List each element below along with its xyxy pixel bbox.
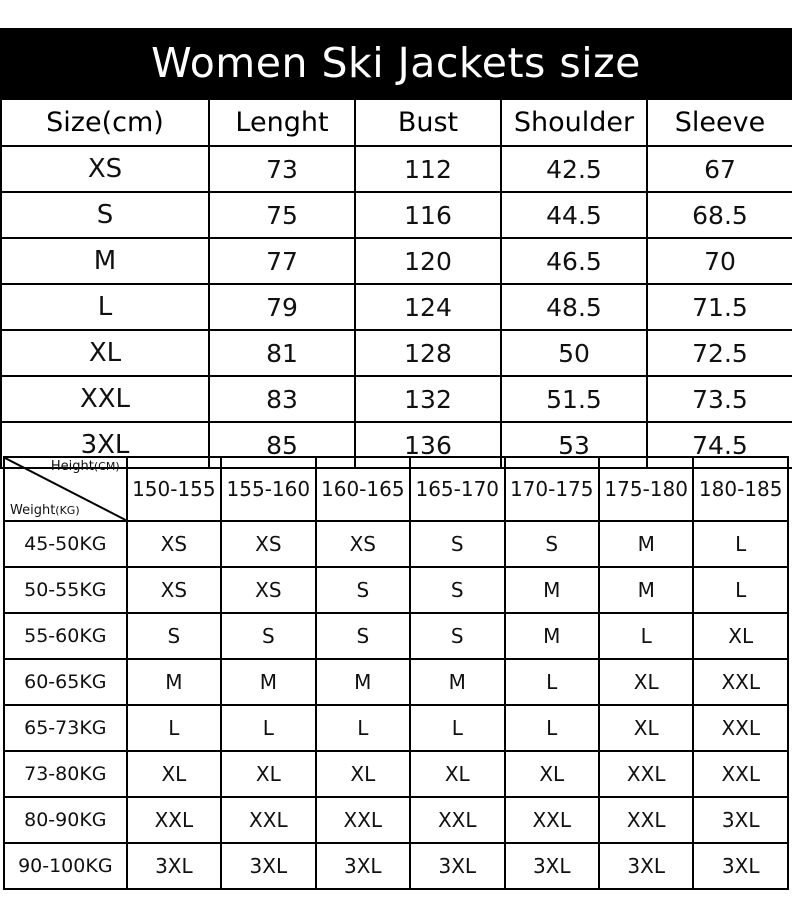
table-row <box>1 330 792 376</box>
fit-cell: 3XL <box>693 843 788 889</box>
fit-cell: XXL <box>599 797 693 843</box>
fit-cell: XXL <box>316 797 410 843</box>
fit-cell: M <box>127 659 221 705</box>
cell-sleeve: 73.5 <box>647 376 792 422</box>
fit-cell: XXL <box>221 797 315 843</box>
weight-range-label: 65-73KG <box>4 705 127 751</box>
table-row <box>4 659 788 705</box>
fit-cell: XL <box>599 705 693 751</box>
fit-cell: M <box>505 567 599 613</box>
fit-cell: M <box>599 567 693 613</box>
row-label-size: S <box>1 192 209 238</box>
table-row <box>1 192 792 238</box>
cell-bust: 128 <box>355 330 501 376</box>
weight-axis-label: Weight(KG) <box>10 503 80 519</box>
row-label-size: XXL <box>1 376 209 422</box>
table-row <box>1 376 792 422</box>
fit-cell: L <box>316 705 410 751</box>
table-row <box>4 797 788 843</box>
fit-cell: XL <box>221 751 315 797</box>
measurements-table-container <box>0 98 792 469</box>
fit-cell: XXL <box>693 751 788 797</box>
cell-length: 83 <box>209 376 355 422</box>
fit-cell: S <box>316 567 410 613</box>
fit-recommendation-table <box>3 456 789 890</box>
weight-range-label: 60-65KG <box>4 659 127 705</box>
fit-cell: M <box>599 521 693 567</box>
fit-cell: M <box>410 659 504 705</box>
title-banner <box>0 28 792 98</box>
cell-shoulder: 48.5 <box>501 284 647 330</box>
cell-bust: 112 <box>355 146 501 192</box>
fit-cell: M <box>221 659 315 705</box>
row-label-size: M <box>1 238 209 284</box>
fit-cell: M <box>505 613 599 659</box>
cell-sleeve: 68.5 <box>647 192 792 238</box>
fit-cell: XXL <box>127 797 221 843</box>
cell-length: 81 <box>209 330 355 376</box>
fit-cell: 3XL <box>127 843 221 889</box>
cell-shoulder: 53 <box>501 422 647 468</box>
fit-cell: XS <box>316 521 410 567</box>
cell-length: 75 <box>209 192 355 238</box>
table-row <box>1 146 792 192</box>
fit-cell: S <box>127 613 221 659</box>
cell-sleeve: 72.5 <box>647 330 792 376</box>
fit-cell: S <box>505 521 599 567</box>
fit-cell: XL <box>410 751 504 797</box>
fit-cell: L <box>221 705 315 751</box>
row-label-size: XS <box>1 146 209 192</box>
table-row <box>4 567 788 613</box>
cell-length: 79 <box>209 284 355 330</box>
cell-sleeve: 71.5 <box>647 284 792 330</box>
column-header-sleeve: Sleeve <box>647 99 792 146</box>
table-row <box>1 284 792 330</box>
table-row <box>4 521 788 567</box>
fit-cell: L <box>505 659 599 705</box>
fit-cell: 3XL <box>410 843 504 889</box>
column-header-length: Lenght <box>209 99 355 146</box>
weight-range-label: 45-50KG <box>4 521 127 567</box>
fit-cell: S <box>410 567 504 613</box>
fit-cell: L <box>693 567 788 613</box>
fit-cell: XS <box>221 567 315 613</box>
measurements-table <box>0 98 792 469</box>
fit-cell: XS <box>127 521 221 567</box>
cell-bust: 132 <box>355 376 501 422</box>
cell-sleeve: 70 <box>647 238 792 284</box>
fit-cell: L <box>127 705 221 751</box>
cell-shoulder: 51.5 <box>501 376 647 422</box>
fit-cell: XXL <box>505 797 599 843</box>
weight-range-label: 50-55KG <box>4 567 127 613</box>
row-label-size: 3XL <box>1 422 209 468</box>
height-range-header: 170-175 <box>505 457 599 521</box>
fit-cell: S <box>316 613 410 659</box>
cell-length: 73 <box>209 146 355 192</box>
fit-cell: XL <box>599 659 693 705</box>
fit-cell: 3XL <box>693 797 788 843</box>
weight-range-label: 55-60KG <box>4 613 127 659</box>
table-row <box>4 613 788 659</box>
fit-cell: S <box>221 613 315 659</box>
cell-shoulder: 42.5 <box>501 146 647 192</box>
cell-shoulder: 50 <box>501 330 647 376</box>
column-header-bust: Bust <box>355 99 501 146</box>
cell-length: 85 <box>209 422 355 468</box>
weight-range-label: 80-90KG <box>4 797 127 843</box>
fit-cell: L <box>410 705 504 751</box>
fit-cell: 3XL <box>221 843 315 889</box>
fit-cell: 3XL <box>316 843 410 889</box>
fit-cell: M <box>316 659 410 705</box>
fit-cell: XXL <box>410 797 504 843</box>
height-range-header: 150-155 <box>127 457 221 521</box>
page-title: Women Ski Jackets size <box>151 38 641 87</box>
height-range-header: 160-165 <box>316 457 410 521</box>
fit-header-row <box>4 457 788 521</box>
column-header-shoulder: Shoulder <box>501 99 647 146</box>
cell-bust: 124 <box>355 284 501 330</box>
fit-recommendation-table-container <box>3 456 789 890</box>
fit-cell: L <box>693 521 788 567</box>
fit-cell: S <box>410 613 504 659</box>
table-row <box>4 751 788 797</box>
height-range-header: 155-160 <box>221 457 315 521</box>
weight-range-label: 73-80KG <box>4 751 127 797</box>
table-row <box>4 705 788 751</box>
cell-shoulder: 46.5 <box>501 238 647 284</box>
cell-bust: 116 <box>355 192 501 238</box>
height-range-header: 165-170 <box>410 457 504 521</box>
row-label-size: XL <box>1 330 209 376</box>
fit-cell: XL <box>127 751 221 797</box>
fit-cell: 3XL <box>599 843 693 889</box>
cell-bust: 136 <box>355 422 501 468</box>
column-header-size: Size(cm) <box>1 99 209 146</box>
cell-length: 77 <box>209 238 355 284</box>
fit-cell: L <box>599 613 693 659</box>
row-label-size: L <box>1 284 209 330</box>
fit-cell: L <box>505 705 599 751</box>
table-row <box>4 843 788 889</box>
cell-shoulder: 44.5 <box>501 192 647 238</box>
fit-cell: XL <box>505 751 599 797</box>
height-range-header: 180-185 <box>693 457 788 521</box>
cell-sleeve: 74.5 <box>647 422 792 468</box>
table-row <box>1 238 792 284</box>
cell-sleeve: 67 <box>647 146 792 192</box>
fit-cell: XS <box>221 521 315 567</box>
axis-corner-header <box>4 457 127 521</box>
cell-bust: 120 <box>355 238 501 284</box>
fit-cell: XS <box>127 567 221 613</box>
height-range-header: 175-180 <box>599 457 693 521</box>
fit-cell: XL <box>316 751 410 797</box>
height-axis-label: Height(CM) <box>50 459 120 474</box>
fit-cell: XXL <box>693 659 788 705</box>
table-header-row <box>1 99 792 146</box>
weight-range-label: 90-100KG <box>4 843 127 889</box>
fit-cell: S <box>410 521 504 567</box>
fit-cell: 3XL <box>505 843 599 889</box>
fit-cell: XXL <box>599 751 693 797</box>
fit-cell: XL <box>693 613 788 659</box>
fit-cell: XXL <box>693 705 788 751</box>
